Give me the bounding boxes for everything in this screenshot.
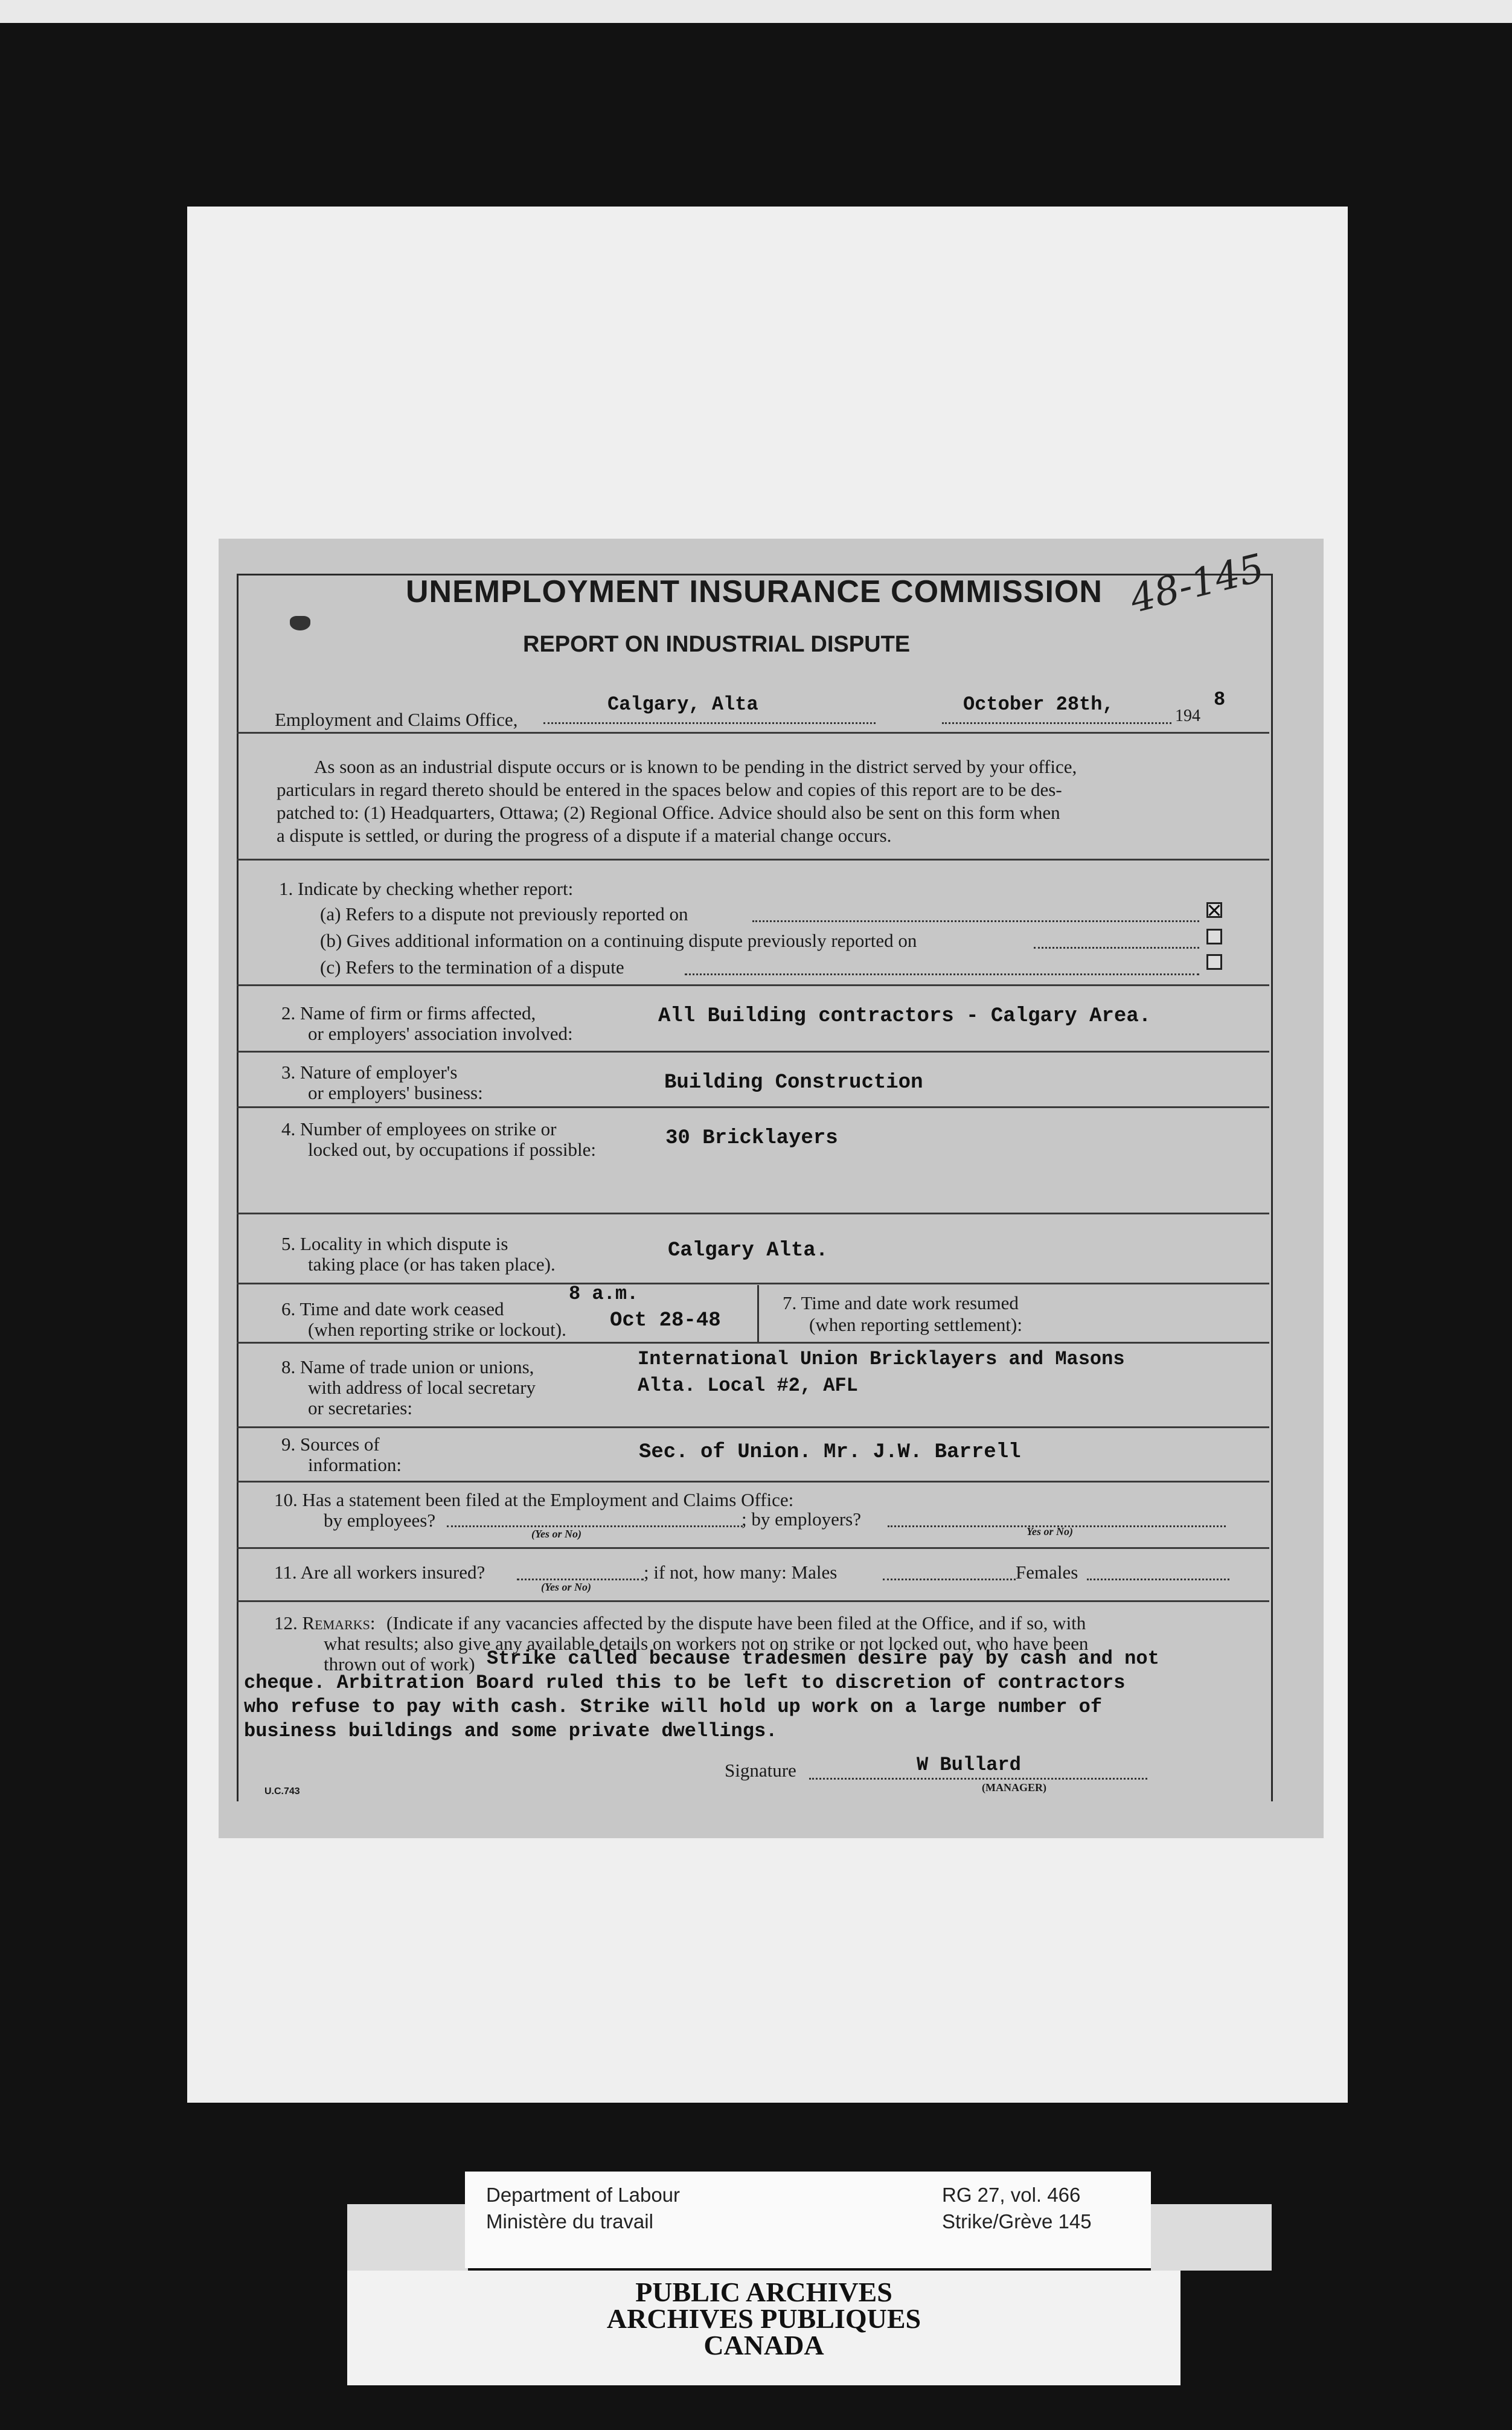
- signature-label: Signature: [725, 1760, 796, 1781]
- q2-answer: All Building contractors - Calgary Area.: [658, 1005, 1152, 1028]
- q10-yes-no-1: (Yes or No): [531, 1528, 581, 1540]
- archive-line-2: ARCHIVES PUBLIQUES: [606, 2303, 921, 2334]
- q4-label-1: 4. Number of employees on strike or: [281, 1118, 557, 1140]
- q12-instr-1: (Indicate if any vacancies affected by the dispute have been filed at the Office, and if so, with: [386, 1612, 1086, 1633]
- year-suffix: 8: [1214, 688, 1226, 711]
- q4-label-2: locked out, by occupations if possible:: [308, 1139, 596, 1160]
- divider-instructions: [237, 859, 1269, 861]
- q1-checkbox-b[interactable]: [1206, 929, 1222, 944]
- q12-instr-3: thrown out of work): [324, 1653, 475, 1675]
- archive-ref-strike: Strike/Grève 145: [942, 2210, 1092, 2233]
- q1a-dots: [752, 920, 1199, 922]
- q4-answer: 30 Bricklayers: [665, 1127, 838, 1150]
- instructions-line-4: a dispute is settled, or during the progress of a dispute if a material change occurs.: [277, 825, 892, 846]
- label-tab-left: [347, 2204, 468, 2271]
- q9-label-2: information:: [308, 1454, 402, 1475]
- q2-label-2: or employers' association involved:: [308, 1023, 573, 1044]
- q10-yes-no-2: Yes or No): [1027, 1525, 1073, 1537]
- q8-answer-1: International Union Bricklayers and Masons: [638, 1348, 1125, 1370]
- q11-females-dots: [1087, 1579, 1229, 1580]
- divider-q8: [237, 1426, 1269, 1428]
- office-label: Employment and Claims Office,: [275, 709, 518, 730]
- q11-insured-dots: [517, 1579, 644, 1580]
- q10-by-employees: by employees?: [324, 1510, 436, 1531]
- q3-label-1: 3. Nature of employer's: [281, 1062, 458, 1083]
- q1-checkbox-a[interactable]: [1206, 902, 1222, 918]
- divider-q1: [237, 984, 1269, 986]
- divider-q6: [237, 1342, 1269, 1344]
- q2-label-1: 2. Name of firm or firms affected,: [281, 1002, 536, 1024]
- divider-q5: [237, 1283, 1269, 1284]
- divider-q9: [237, 1481, 1269, 1483]
- q5-answer: Calgary Alta.: [668, 1239, 828, 1262]
- label-tab-right: [1151, 2204, 1272, 2271]
- q8-answer-2: Alta. Local #2, AFL: [638, 1374, 858, 1397]
- q1-option-b: (b) Gives additional information on a continuing dispute previously reported on: [320, 930, 917, 951]
- q1-checkbox-c[interactable]: [1206, 954, 1222, 970]
- instructions-line-1: As soon as an industrial dispute occurs or is known to be pending in the district served by your office,: [314, 756, 1077, 777]
- q11-yes-no: (Yes or No): [541, 1581, 591, 1593]
- report-date: October 28th,: [963, 693, 1114, 716]
- q5-label-1: 5. Locality in which dispute is: [281, 1233, 508, 1254]
- q8-label-3: or secretaries:: [308, 1397, 412, 1419]
- q7-label-1: 7. Time and date work resumed: [783, 1292, 1019, 1313]
- q8-label-2: with address of local secretary: [308, 1377, 536, 1398]
- q12-remark-4: business buildings and some private dwellings.: [244, 1720, 778, 1742]
- signature-dots: [809, 1778, 1147, 1780]
- q1-option-c: (c) Refers to the termination of a dispute: [320, 957, 624, 978]
- divider-q11: [237, 1600, 1269, 1602]
- q1-option-a: (a) Refers to a dispute not previously reported on: [320, 903, 688, 925]
- q1-label: 1. Indicate by checking whether report:: [279, 878, 574, 899]
- department-fr: Ministère du travail: [486, 2210, 653, 2233]
- scan-top-edge: [0, 0, 1512, 23]
- q3-answer: Building Construction: [664, 1071, 923, 1094]
- q11-males-dots: [883, 1579, 1016, 1580]
- manager-label: (MANAGER): [982, 1781, 1046, 1794]
- q9-label-1: 9. Sources of: [281, 1434, 380, 1455]
- divider-header: [237, 732, 1269, 734]
- divider-q2: [237, 1051, 1269, 1053]
- form-header: UNEMPLOYMENT INSURANCE COMMISSION: [406, 574, 1103, 609]
- signature-value: W Bullard: [917, 1754, 1021, 1776]
- instructions-line-2: particulars in regard thereto should be entered in the spaces below and copies of this report are to be des-: [277, 779, 1062, 800]
- crest-mark: [290, 616, 310, 630]
- handwritten-file-number: 48-145: [1126, 545, 1269, 623]
- archive-line-3: CANADA: [703, 2330, 824, 2361]
- q12-remark-1: Strike called because tradesmen desire pay by cash and not: [487, 1647, 1159, 1670]
- office-dots: [543, 722, 876, 724]
- archive-ref-volume: RG 27, vol. 466: [942, 2184, 1081, 2206]
- q1b-dots: [1034, 947, 1199, 949]
- q6-label-1: 6. Time and date work ceased: [281, 1298, 504, 1319]
- q1c-dots: [685, 973, 1199, 975]
- q11-if-not: ; if not, how many: Males: [644, 1562, 838, 1583]
- divider-q10: [237, 1547, 1269, 1549]
- instructions-line-3: patched to: (1) Headquarters, Ottawa; (2) Regional Office. Advice should also be sent on this form when: [277, 802, 1060, 823]
- q12-remark-2: cheque. Arbitration Board ruled this to be left to discretion of contractors: [244, 1672, 1126, 1694]
- q8-label-1: 8. Name of trade union or unions,: [281, 1356, 534, 1377]
- department-en: Department of Labour: [486, 2184, 681, 2206]
- q12-remark-3: who refuse to pay with cash. Strike will hold up work on a large number of: [244, 1696, 1103, 1718]
- q10-employees-dots: [447, 1525, 743, 1527]
- q9-answer: Sec. of Union. Mr. J.W. Barrell: [639, 1441, 1021, 1464]
- form-subheader: REPORT ON INDUSTRIAL DISPUTE: [523, 632, 911, 657]
- q5-label-2: taking place (or has taken place).: [308, 1254, 556, 1275]
- q6-answer-time: 8 a.m.: [569, 1283, 639, 1305]
- q3-label-2: or employers' business:: [308, 1082, 483, 1103]
- divider-q3: [237, 1106, 1269, 1108]
- office-value: Calgary, Alta: [607, 693, 758, 716]
- q11-females: Females: [1016, 1562, 1078, 1583]
- q6-answer-date: Oct 28-48: [610, 1309, 721, 1332]
- q12-instr-2: what results; also give any available details on workers not on strike or not locked out, who have been: [324, 1633, 1089, 1654]
- divider-q4: [237, 1213, 1269, 1214]
- q12-label: 12. Remarks:: [274, 1612, 376, 1633]
- q10-label: 10. Has a statement been filed at the Employment and Claims Office:: [274, 1489, 794, 1510]
- q11-label: 11. Are all workers insured?: [274, 1562, 485, 1583]
- q6-q7-divider: [757, 1285, 759, 1342]
- archive-line-1: PUBLIC ARCHIVES: [635, 2277, 892, 2307]
- q6-label-2: (when reporting strike or lockout).: [308, 1319, 566, 1340]
- form-code: U.C.743: [264, 1786, 300, 1797]
- q7-label-2: (when reporting settlement):: [809, 1314, 1022, 1335]
- date-dots: [942, 722, 1171, 724]
- year-prefix: 194: [1175, 707, 1200, 725]
- q10-by-employers: ; by employers?: [742, 1508, 862, 1530]
